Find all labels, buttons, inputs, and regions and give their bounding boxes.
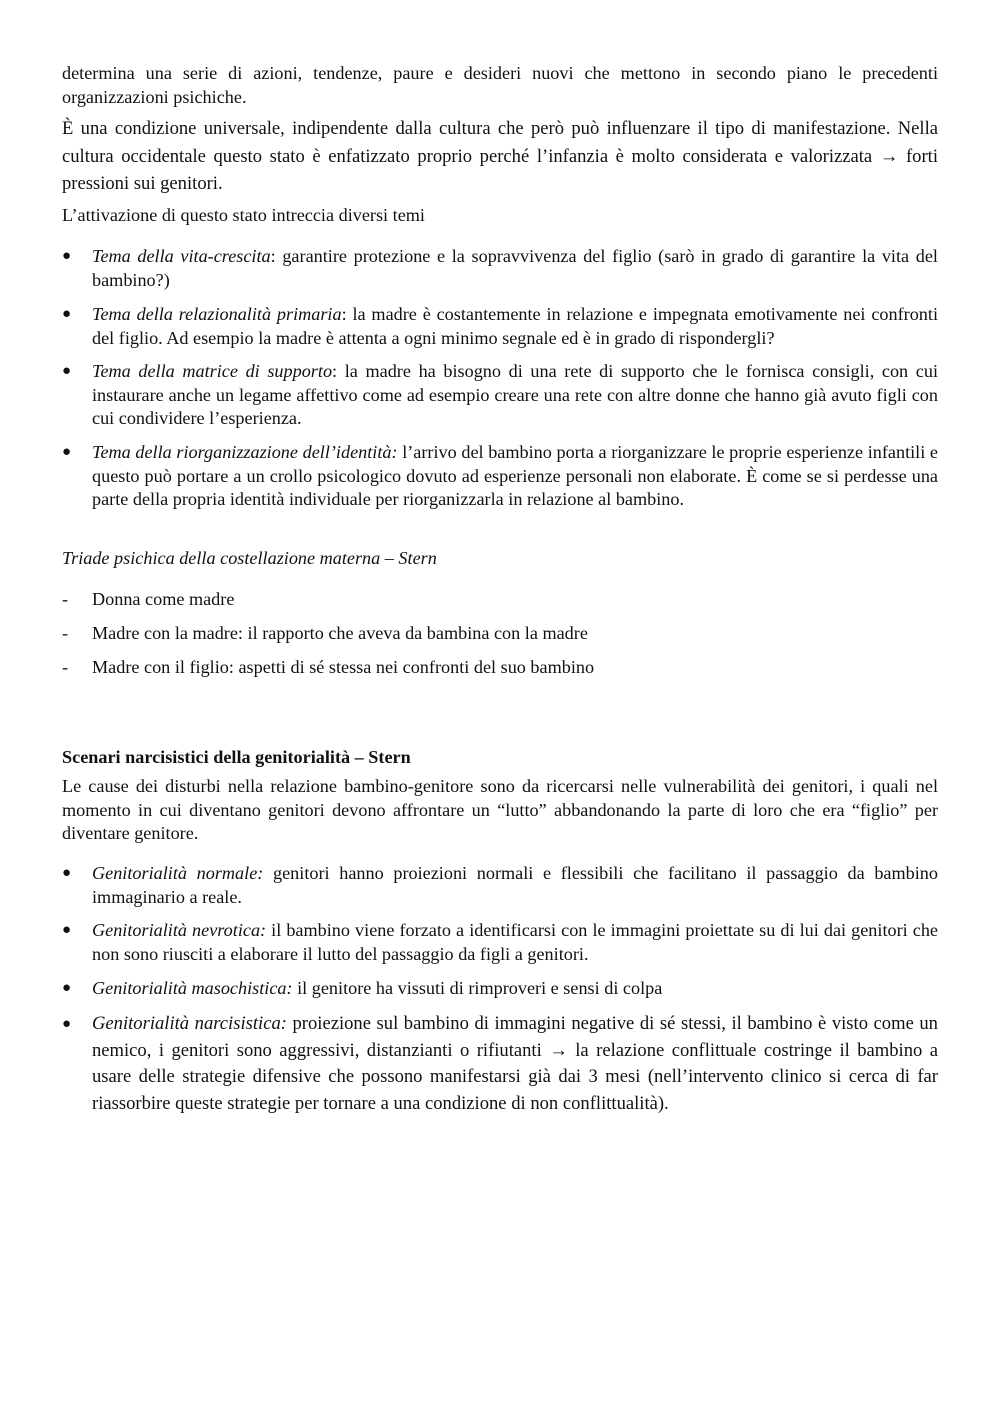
intro-paragraph-3: L’attivazione di questo stato intreccia diversi temi — [62, 205, 425, 225]
item-title: Genitorialità masochistica: — [92, 978, 293, 998]
item-text: : la madre ha bisogno di una rete di supporto che le fornisca consigli, con cui instaurare anche un legame affettivo come ad esempio creare una rete con altre donne che hanno già avuto figli con cui condividere l’esperienza. — [92, 361, 938, 428]
item-text: proiezione sul bambino di immagini negative di sé stessi, il bambino è visto come un nemico, i genitori sono aggressivi, distanzianti o rifiutanti → la relazione conflittuale costringe il bambino a usare delle strategie difensive che possono manifestarsi già dai 3 mesi (nell’intervento clinico si cerca di far riassorbire queste strategie per tornare a una condizione di non conflittualità). — [92, 1013, 938, 1114]
intro-paragraph-1: determina una serie di azioni, tendenze, paure e desideri nuovi che mettono in secondo piano le precedenti organizzazioni psichiche. — [62, 63, 938, 107]
item-text: il genitore ha vissuti di rimproveri e sensi di colpa — [292, 978, 663, 998]
list-item — [62, 977, 938, 1001]
item-title: Genitorialità normale: — [92, 863, 264, 883]
dash-icon: - — [62, 623, 69, 643]
bullet-icon: ● — [62, 306, 72, 322]
bullet-icon: ● — [62, 1016, 72, 1032]
bullet-icon: ● — [62, 865, 72, 881]
list-item — [62, 656, 938, 680]
list-item — [62, 588, 938, 612]
item-text: Madre con la madre: il rapporto che aveva da bambina con la madre — [92, 623, 588, 643]
item-text: : la madre è costantemente in relazione e impegnata emotivamente nei confronti del figlio. Ad esempio la madre è attenta a ogni minimo segnale ed è in grado di rispondergli? — [92, 304, 938, 348]
section-heading: Scenari narcisistici della genitorialità – Stern — [62, 747, 411, 767]
item-title: Genitorialità narcisistica: — [92, 1013, 287, 1034]
triade-title: Triade psichica della costellazione materna – Stern — [62, 548, 437, 568]
item-text: Donna come madre — [92, 589, 235, 609]
bullet-icon: ● — [62, 922, 72, 938]
dash-icon: - — [62, 657, 69, 677]
item-text: il bambino viene forzato a identificarsi con le immagini proiettate su di lui dai genitori che non sono riusciti a elaborare il lutto del passaggio da figli a genitori. — [92, 920, 938, 964]
scenari-intro-paragraph: Le cause dei disturbi nella relazione bambino-genitore sono da ricercarsi nelle vulnerabilità dei genitori, i quali nel momento in cui diventano genitori devono affrontare un “lutto” abbandonando la parte di loro che era “figlio” per diventare genitore. — [62, 776, 938, 843]
list-item — [62, 303, 938, 350]
list-item — [62, 862, 938, 909]
bullet-icon: ● — [62, 248, 72, 264]
list-item — [62, 441, 938, 512]
item-text: : garantire protezione e la sopravvivenza del figlio (sarò in grado di garantire la vita del bambino?) — [92, 246, 938, 290]
list-item — [62, 622, 938, 646]
list-item — [62, 919, 938, 966]
list-item — [62, 1011, 938, 1117]
item-text: genitori hanno proiezioni normali e flessibili che facilitano il passaggio da bambino immaginario a reale. — [92, 863, 938, 907]
dash-icon: - — [62, 589, 69, 609]
intro-paragraph-2: È una condizione universale, indipendente dalla cultura che però può influenzare il tipo di manifestazione. Nella cultura occidentale questo stato è enfatizzato proprio perché l’infanzia è molto considerata e valorizzata → forti pressioni sui genitori. — [62, 118, 938, 194]
item-title: Tema della riorganizzazione dell’identità: — [92, 442, 398, 462]
item-title: Tema della relazionalità primaria — [92, 304, 342, 324]
bullet-icon: ● — [62, 363, 72, 379]
item-title: Tema della matrice di supporto — [92, 361, 333, 381]
item-text: l’arrivo del bambino porta a riorganizzare le proprie esperienze infantili e questo può portare a un crollo psicologico dovuto ad esperienze personali non elaborate. È come se si perdesse una parte della propria identità individuale per riorganizzarla in relazione al bambino. — [92, 442, 938, 509]
list-item — [62, 245, 938, 292]
bullet-icon: ● — [62, 444, 72, 460]
item-title: Tema della vita-crescita — [92, 246, 271, 266]
item-title: Genitorialità nevrotica: — [92, 920, 267, 940]
item-text: Madre con il figlio: aspetti di sé stessa nei confronti del suo bambino — [92, 657, 595, 677]
bullet-icon: ● — [62, 980, 72, 996]
list-item — [62, 360, 938, 431]
